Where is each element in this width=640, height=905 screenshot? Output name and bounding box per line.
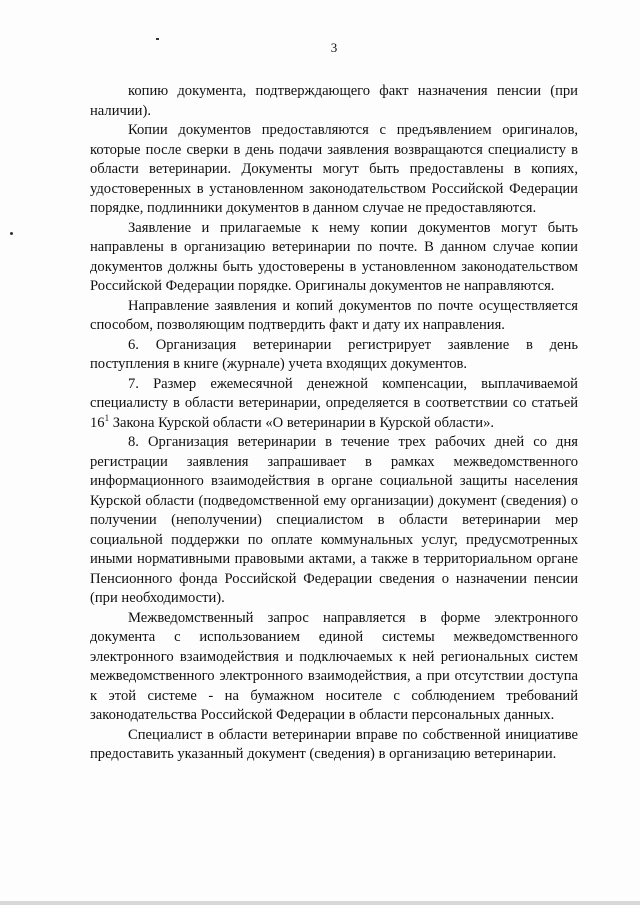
paragraph-specialist-initiative: Специалист в области ветеринарии вправе по собственной инициативе предоставить указанный документ (сведения) в организацию ветеринарии. (90, 726, 578, 762)
scan-speck (156, 38, 159, 40)
paragraph-mail-submission: Заявление и прилагаемые к нему копии документов могут быть направлены в организацию ветеринарии по почте. В данном случае копии документов должны быть удостоверены в установленном законодательством Российской Федерации порядке. Оригиналы документов не направляются. (90, 219, 578, 294)
paragraph-pension-copy: копию документа, подтверждающего факт назначения пенсии (при наличии). (90, 83, 578, 119)
scan-speck (10, 232, 13, 235)
paragraph-mail-method: Направление заявления и копий документов по почте осуществляется способом, позволяющим подтвердить факт и дату их направления. (90, 297, 578, 333)
article-superscript: 1 (104, 412, 110, 423)
paragraph-item-8: 8. Организация ветеринарии в течение трех рабочих дней со дня регистрации заявления запрашивает в рамках межведомственного информационного взаимодействия в органе социальной защиты населения Курской области (подведомственной ему организации) документ (сведения) о получении (неполучении) специалистом в области ветеринарии мер социальной поддержки по оплате коммунальных услуг, предусмотренных иными нормативными правовыми актами, а также в территориальном органе Пенсионного фонда Российской Федерации сведения о назначении пенсии (при необходимости). (90, 434, 578, 606)
paragraph-copies-originals: Копии документов предоставляются с предъявлением оригиналов, которые после сверки в день подачи заявления возвращаются специалисту в области ветеринарии. Документы могут быть предоставлены в копиях, удостоверенных в установленном законодательством Российской Федерации порядке, подлинники документов в данном случае не предоставляются. (90, 122, 578, 216)
page-number: 3 (330, 40, 338, 55)
scan-bottom-edge (0, 901, 640, 905)
paragraph-item-7-text: 7. Размер ежемесячной денежной компенсации, выплачиваемой специалисту в области ветеринарии, определяется в соответствии со статьей 16 (90, 375, 578, 431)
paragraph-item-7-text-end: Закона Курской области «О ветеринарии в Курской области». (109, 414, 495, 431)
paragraph-interagency-request: Межведомственный запрос направляется в форме электронного документа с использованием единой системы межведомственного электронного взаимодействия и подключаемых к ней региональных систем межведомственного электронного взаимодействия, а при отсутствии доступа к этой системе - на бумажном носителе с соблюдением требований законодательства Российской Федерации в области персональных данных. (90, 609, 578, 723)
paragraph-item-6: 6. Организация ветеринарии регистрирует заявление в день поступления в книге (журнале) учета входящих документов. (90, 336, 578, 372)
paragraph-item-7 (90, 375, 578, 434)
